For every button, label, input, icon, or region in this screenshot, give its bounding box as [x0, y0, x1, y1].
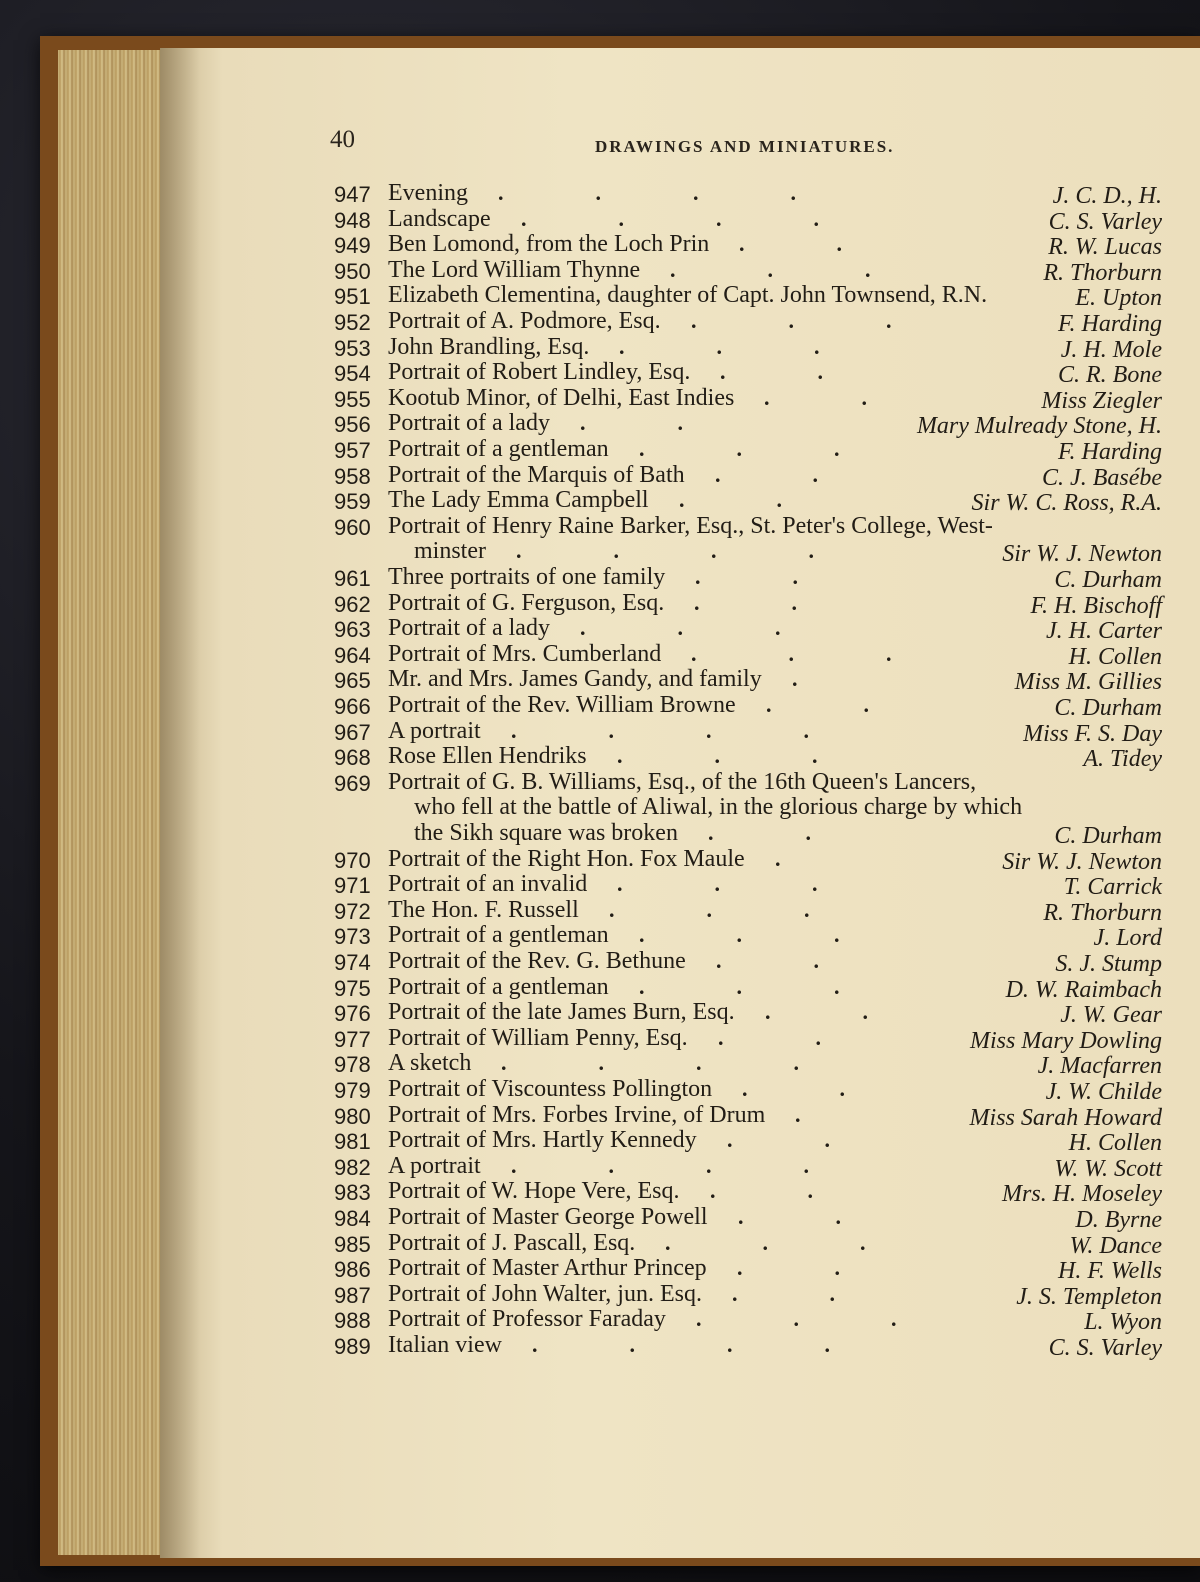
leader-dots: ..	[742, 1076, 937, 1101]
leader-dots: ..	[764, 384, 959, 410]
entry-title: Italian view	[388, 1332, 502, 1358]
entry-artist: F. Harding	[1057, 439, 1162, 465]
entry-title: Portrait of Viscountess Pollington	[388, 1076, 713, 1102]
entry-title: Kootub Minor, of Delhi, East Indies	[388, 384, 735, 411]
entry-number: 955	[334, 386, 371, 412]
entry-number: 948	[334, 207, 371, 233]
entry-title: Evening	[388, 180, 468, 206]
entry-artist: W. W. Scott	[1054, 1155, 1162, 1182]
entry-artist: C. R. Bone	[1058, 362, 1162, 389]
leader-dots: ..	[738, 1204, 933, 1229]
entry-number: 987	[334, 1282, 371, 1308]
entry-artist: J. H. Carter	[1046, 618, 1162, 645]
entry-artist: S. J. Stump	[1055, 951, 1162, 977]
entry-title: A portrait	[388, 1152, 481, 1179]
entry-number: 980	[334, 1103, 371, 1129]
entry-artist: J. Lord	[1093, 925, 1162, 952]
entry-artist: Sir W. J. Newton	[1002, 541, 1162, 568]
entry-title: Portrait of the Rev. William Browne	[388, 692, 736, 718]
entry-title: Three portraits of one family	[388, 564, 666, 590]
entry-title: The Lord William Thynne	[388, 256, 641, 283]
entry-artist: Sir W. C. Ross, R.A.	[971, 490, 1162, 517]
entry-title: Mr. and Mrs. James Gandy, and family	[388, 666, 762, 693]
entry-title-continuation: who fell at the battle of Aliwal, in the glorious charge by which	[414, 794, 1023, 821]
entry-artist: J. S. Templeton	[1016, 1283, 1162, 1310]
entry-artist: D. W. Raimbach	[1005, 976, 1162, 1003]
leader-dots: ..	[708, 819, 903, 845]
entry-number: 950	[334, 258, 371, 284]
entry-title: Portrait of the Rev. G. Bethune	[388, 948, 686, 974]
entry-title: A sketch	[388, 1050, 472, 1077]
entry-title: The Lady Emma Campbell	[388, 487, 649, 514]
entry-number: 958	[334, 463, 371, 489]
entry-title: Portrait of A. Podmore, Esq.	[388, 308, 661, 334]
entry-title: Portrait of Mrs. Forbes Irvine, of Drum	[388, 1101, 766, 1128]
leader-dots: ....	[498, 180, 888, 205]
entry-title: Portrait of a lady	[388, 615, 550, 642]
leader-dots: ..	[732, 1280, 927, 1306]
entry-title: Portrait of Mrs. Hartly Kennedy	[388, 1127, 697, 1154]
entry-number: 979	[334, 1078, 371, 1103]
entry-artist: L. Wyon	[1084, 1309, 1162, 1336]
entry-title: Portrait of a gentleman	[388, 922, 609, 949]
leader-dots: .	[792, 666, 890, 692]
entry-artist: Miss F. S. Day	[1023, 720, 1162, 747]
entry-title: Portrait of Master George Powell	[388, 1204, 708, 1230]
leader-dots: ....	[511, 1152, 901, 1178]
entry-number: 986	[334, 1257, 371, 1283]
entry-title: Portrait of Henry Raine Barker, Esq., St. Peter's College, West-	[388, 512, 993, 539]
entry-number: 985	[334, 1231, 371, 1257]
entry-number: 981	[334, 1129, 371, 1155]
leader-dots: ..	[765, 999, 960, 1025]
entry-number: 968	[334, 745, 371, 771]
entry-artist: R. Thorburn	[1043, 259, 1162, 286]
entry-title: Portrait of a gentleman	[388, 436, 609, 462]
entry-artist: D. Byrne	[1075, 1207, 1162, 1233]
leader-dots: ...	[617, 743, 910, 769]
entry-title: Portrait of J. Pascall, Esq.	[388, 1229, 636, 1256]
leader-dots: ..	[695, 564, 890, 589]
catalogue-entry	[0, 512, 1200, 568]
leader-dots: ....	[511, 717, 901, 743]
entry-number: 971	[334, 873, 371, 899]
entry-number: 964	[334, 642, 371, 668]
leader-dots: ...	[639, 973, 932, 999]
leader-dots: ...	[691, 640, 984, 666]
entry-title: Portrait of Mrs. Cumberland	[388, 640, 662, 667]
entry-artist: C. S. Varley	[1048, 208, 1162, 235]
catalogue-entry	[0, 768, 1200, 849]
entry-artist: F. H. Bischoff	[1030, 592, 1162, 619]
leader-dots: ...	[617, 871, 910, 897]
entry-artist: H. F. Wells	[1057, 1258, 1162, 1285]
leader-dots: ...	[670, 256, 963, 282]
entry-title: Portrait of Robert Lindley, Esq.	[388, 359, 691, 386]
entry-title: Portrait of an invalid	[388, 871, 588, 898]
entry-number: 970	[334, 847, 371, 873]
entry-artist: J. Macfarren	[1037, 1053, 1162, 1080]
entry-artist: H. Collen	[1068, 1130, 1162, 1157]
leader-dots: ..	[737, 1255, 932, 1281]
entry-artist: Sir W. J. Newton	[1002, 848, 1162, 875]
entry-artist: W. Dance	[1069, 1232, 1162, 1259]
entry-title: Portrait of Professor Faraday	[388, 1306, 666, 1333]
leader-dots: ...	[639, 436, 932, 461]
entry-title: Portrait of John Walter, jun. Esq.	[388, 1280, 702, 1307]
leader-dots: ...	[665, 1229, 958, 1255]
entry-artist: Mary Mulready Stone, H.	[916, 413, 1162, 440]
entry-title: Portrait of the late James Burn, Esq.	[388, 999, 735, 1026]
entry-title: Portrait of Master Arthur Princep	[388, 1255, 707, 1282]
entry-number: 977	[334, 1026, 371, 1052]
entry-number: 956	[334, 412, 371, 438]
entry-artist: J. W. Childe	[1045, 1079, 1162, 1105]
leader-dots: .	[795, 1101, 893, 1127]
catalogue-entry	[0, 1332, 1200, 1362]
entry-number: 967	[334, 719, 371, 745]
entry-artist: C. J. Basébe	[1042, 464, 1162, 491]
entry-artist: Miss Ziegler	[1041, 387, 1162, 414]
leader-dots: ....	[532, 1332, 922, 1357]
entry-artist: J. H. Mole	[1060, 336, 1162, 363]
entry-number: 972	[334, 898, 371, 924]
entry-number: 973	[334, 924, 371, 950]
leader-dots: ..	[727, 1127, 922, 1153]
entry-title-continuation: minster	[414, 538, 486, 565]
entry-artist: J. W. Gear	[1060, 1002, 1162, 1029]
entry-number: 954	[334, 361, 371, 387]
leader-dots: ..	[739, 231, 934, 257]
entry-artist: H. Collen	[1068, 643, 1162, 670]
entry-number: 984	[334, 1206, 371, 1231]
entry-number: 988	[334, 1308, 371, 1334]
entry-number: 953	[334, 335, 371, 361]
entry-title: Portrait of William Penny, Esq.	[388, 1024, 688, 1051]
entry-number: 976	[334, 1001, 371, 1027]
entry-number: 947	[334, 182, 371, 207]
entry-artist: C. Durham	[1054, 567, 1162, 593]
entry-title: The Hon. F. Russell	[388, 896, 579, 923]
entry-title: John Brandling, Esq.	[388, 333, 590, 360]
entry-title: Portrait of G. B. Williams, Esq., of the 16th Queen's Lancers,	[388, 768, 977, 795]
entry-title: Ben Lomond, from the Loch Prin	[388, 231, 710, 258]
leader-dots: ...	[619, 333, 912, 359]
entry-number: 965	[334, 668, 371, 694]
entry-artist: R. W. Lucas	[1048, 234, 1162, 261]
entry-number: 960	[334, 514, 371, 540]
leader-dots: ..	[715, 461, 910, 487]
entry-title: Portrait of W. Hope Vere, Esq.	[388, 1178, 680, 1205]
entry-number: 982	[334, 1154, 371, 1180]
entry-number: 963	[334, 617, 371, 643]
leader-dots: ..	[710, 1178, 905, 1204]
entry-number: 959	[334, 489, 371, 515]
entry-artist: C. S. Varley	[1048, 1335, 1162, 1361]
entry-number: 983	[334, 1180, 371, 1206]
entry-number: 966	[334, 694, 371, 719]
entry-number: 978	[334, 1052, 371, 1078]
leader-dots: ..	[694, 589, 889, 615]
entry-number: 969	[334, 770, 371, 796]
leader-dots: ..	[718, 1024, 913, 1050]
leader-dots: ..	[716, 948, 911, 973]
entry-title: Elizabeth Clementina, daughter of Capt. John Townsend, R.N.	[388, 282, 988, 309]
entry-artist: Miss M. Gillies	[1014, 669, 1162, 696]
entry-artist: Miss Sarah Howard	[969, 1104, 1162, 1131]
entry-artist: T. Carrick	[1063, 874, 1162, 901]
entry-artist: R. Thorburn	[1043, 899, 1162, 926]
entry-artist: C. Durham	[1054, 822, 1162, 849]
leader-dots: ..	[679, 487, 874, 513]
entry-title: Portrait of a lady	[388, 410, 550, 437]
leader-dots: ....	[521, 205, 911, 231]
leader-dots: ...	[691, 308, 984, 333]
entry-number: 949	[334, 233, 371, 259]
leader-dots: ..	[766, 692, 961, 717]
leader-dots: ...	[580, 615, 873, 641]
entry-artist: F. Harding	[1057, 311, 1162, 337]
leader-dots: ..	[720, 359, 915, 385]
entry-title: Landscape	[388, 205, 491, 232]
entry-number: 961	[334, 566, 371, 591]
entry-number: 975	[334, 975, 371, 1001]
entry-artist: Mrs. H. Moseley	[1002, 1181, 1162, 1208]
leader-dots: ....	[516, 538, 906, 564]
leader-dots: ...	[609, 896, 902, 922]
entry-title: Rose Ellen Hendriks	[388, 743, 587, 770]
entry-title: Portrait of G. Ferguson, Esq.	[388, 589, 665, 616]
entry-number: 974	[334, 950, 371, 975]
entry-title: Portrait of the Right Hon. Fox Maule	[388, 845, 745, 872]
entry-artist: J. C. D., H.	[1052, 183, 1162, 209]
running-head: DRAWINGS AND MINIATURES.	[595, 137, 895, 156]
entry-title: Portrait of the Marquis of Bath	[388, 461, 685, 488]
entry-number: 951	[334, 284, 371, 310]
entry-number: 952	[334, 310, 371, 335]
entry-artist: C. Durham	[1054, 695, 1162, 721]
entry-title-continuation: the Sikh square was broken	[414, 819, 678, 846]
entry-title: A portrait	[388, 717, 481, 744]
entry-artist: A. Tidey	[1083, 746, 1162, 773]
page-number: 40	[330, 126, 355, 153]
entry-title: Portrait of a gentleman	[388, 973, 609, 1000]
entry-artist: Miss Mary Dowling	[970, 1027, 1162, 1054]
entry-artist: E. Upton	[1075, 285, 1162, 312]
entry-number: 962	[334, 591, 371, 617]
entry-number: 989	[334, 1334, 371, 1359]
leader-dots: ...	[639, 922, 932, 948]
leader-dots: ..	[580, 410, 775, 436]
leader-dots: ...	[696, 1306, 989, 1332]
leader-dots: ....	[501, 1050, 891, 1076]
entry-number: 957	[334, 438, 371, 463]
leader-dots: .	[775, 845, 873, 871]
